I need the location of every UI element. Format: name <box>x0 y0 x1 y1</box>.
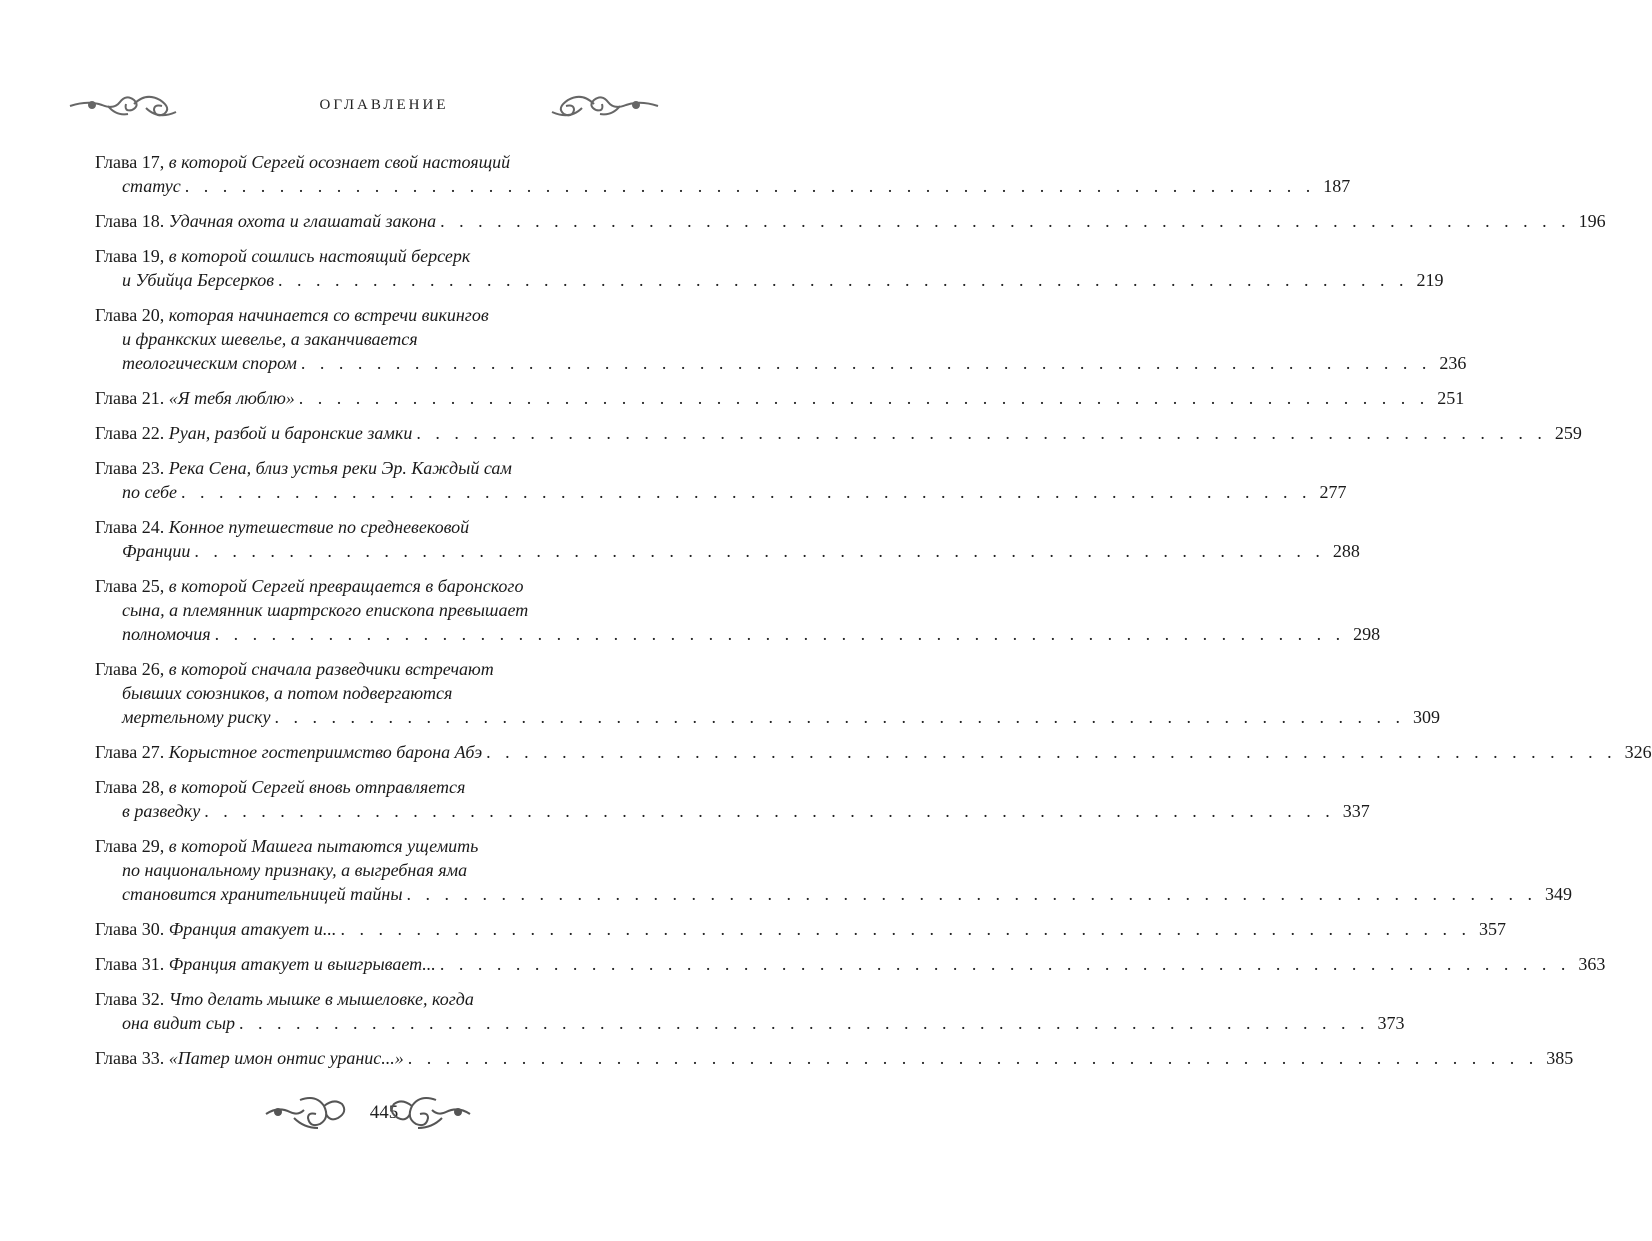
toc-entry <box>95 952 1606 976</box>
chapter-number: Глава 32. <box>95 989 169 1009</box>
toc-entry <box>95 421 1582 445</box>
dot-leader: . . . . . . . . . . . . . . . . . . . . . . . . . . . . . . . . . . . . . . . . . . . . . . . . . . . . . . . . . . . . <box>298 388 1430 408</box>
page-ref: 196 <box>1578 211 1606 231</box>
chapter-number: Глава 28, <box>95 777 169 797</box>
chapter-title: полномочия <box>122 624 211 644</box>
toc-entry <box>95 456 1347 504</box>
dot-leader: . . . . . . . . . . . . . . . . . . . . . . . . . . . . . . . . . . . . . . . . . . . . . . . . . . . . . . . . . . . . <box>239 1013 1370 1033</box>
toc-line <box>95 598 633 622</box>
toc-entry <box>95 244 1444 292</box>
page-ref: 277 <box>1319 482 1347 502</box>
toc-line <box>95 174 1351 198</box>
page-ref: 288 <box>1332 541 1360 561</box>
page-ref: 373 <box>1377 1013 1405 1033</box>
chapter-number: Глава 27. <box>95 742 169 762</box>
toc-entry <box>95 386 1465 410</box>
toc-line <box>95 799 1370 823</box>
chapter-title: Что делать мышке в мышеловке, когда <box>168 989 474 1009</box>
toc-line <box>95 834 633 858</box>
toc-entry <box>95 834 1573 906</box>
chapter-number: Глава 33. <box>95 1048 169 1068</box>
chapter-number: Глава 31. <box>95 954 169 974</box>
chapter-title: по национальному признаку, а выгребная яма <box>122 860 468 880</box>
dot-leader: . . . . . . . . . . . . . . . . . . . . . . . . . . . . . . . . . . . . . . . . . . . . . . . . . . . . . . . . . . . . <box>340 919 1471 939</box>
chapter-title: становится хранительницей тайны <box>122 884 403 904</box>
page-ref: 337 <box>1342 801 1370 821</box>
chapter-title: мертельному риску <box>122 707 271 727</box>
toc-line <box>95 858 633 882</box>
page-ref: 259 <box>1554 423 1582 443</box>
page-ref: 363 <box>1578 954 1606 974</box>
chapter-title: и Убийца Берсерков <box>122 270 275 290</box>
chapter-title: теологическим спором <box>122 353 297 373</box>
toc-line <box>95 657 633 681</box>
chapter-title: бывших союзников, а потом подвергаются <box>122 683 453 703</box>
dot-leader: . . . . . . . . . . . . . . . . . . . . . . . . . . . . . . . . . . . . . . . . . . . . . . . . . . . . . . . . . . . . <box>416 423 1547 443</box>
dot-leader: . . . . . . . . . . . . . . . . . . . . . . . . . . . . . . . . . . . . . . . . . . . . . . . . . . . . . . . . . . . . <box>407 1048 1539 1068</box>
chapter-title: Река Сена, близ устья реки Эр. Каждый сам <box>168 458 512 478</box>
toc-entry <box>95 515 1360 563</box>
toc-line <box>95 351 1467 375</box>
header-title: ОГЛАВЛЕНИЕ <box>319 97 449 113</box>
toc-entry <box>95 574 1381 646</box>
chapter-title: в которой Машега пытаются ущемить <box>168 836 479 856</box>
toc-line <box>95 740 1652 764</box>
toc-line <box>95 209 1606 233</box>
page-footer <box>0 1092 768 1136</box>
scroll-ornament-icon <box>548 88 660 122</box>
chapter-number: Глава 19, <box>95 246 169 266</box>
page-ref: 219 <box>1416 270 1444 290</box>
toc-line <box>95 622 1381 646</box>
toc-line <box>95 775 633 799</box>
chapter-number: Глава 30. <box>95 919 169 939</box>
toc-entry <box>95 740 1652 764</box>
chapter-number: Глава 29, <box>95 836 169 856</box>
toc-line <box>95 456 633 480</box>
dot-leader: . . . . . . . . . . . . . . . . . . . . . . . . . . . . . . . . . . . . . . . . . . . . . . . . . . . . . . . . . . . . <box>486 742 1617 762</box>
page-ref: 187 <box>1323 176 1351 196</box>
chapter-title: Корыстное гостеприимство барона Абэ <box>168 742 483 762</box>
chapter-title: статус <box>122 176 181 196</box>
chapter-number: Глава 23. <box>95 458 169 478</box>
chapter-title: и франкских шевелье, а заканчивается <box>122 329 418 349</box>
page-ref: 309 <box>1412 707 1440 727</box>
chapter-title: Руан, разбой и баронские замки <box>168 423 413 443</box>
dot-leader: . . . . . . . . . . . . . . . . . . . . . . . . . . . . . . . . . . . . . . . . . . . . . . . . . . . . . . . . . . . . <box>184 176 1316 196</box>
chapter-title: «Я тебя люблю» <box>168 388 295 408</box>
toc-entry <box>95 775 1370 823</box>
chapter-number: Глава 22. <box>95 423 169 443</box>
toc-line <box>95 244 633 268</box>
chapter-title: в которой сначала разведчики встречают <box>168 659 494 679</box>
toc-entry <box>95 1046 1574 1070</box>
chapter-title: по себе <box>122 482 178 502</box>
chapter-title: «Патер имон онтис уранис...» <box>168 1048 404 1068</box>
toc-entry <box>95 209 1606 233</box>
chapter-title: Франции <box>122 541 191 561</box>
toc-entry <box>95 657 1440 729</box>
chapter-title: в разведку <box>122 801 201 821</box>
chapter-number: Глава 21. <box>95 388 169 408</box>
chapter-title: Конное путешествие по средневековой <box>168 517 470 537</box>
page-ref: 326 <box>1624 742 1652 762</box>
chapter-number: Глава 18. <box>95 211 169 231</box>
toc-line <box>95 1046 1574 1070</box>
dot-leader: . . . . . . . . . . . . . . . . . . . . . . . . . . . . . . . . . . . . . . . . . . . . . . . . . . . . . . . . . . . . <box>278 270 1409 290</box>
page-number: 445 <box>369 1102 399 1123</box>
table-of-contents <box>95 150 1652 1081</box>
toc-entry <box>95 917 1506 941</box>
dot-leader: . . . . . . . . . . . . . . . . . . . . . . . . . . . . . . . . . . . . . . . . . . . . . . . . . . . . . . . . . . . . <box>274 707 1405 727</box>
page-ref: 236 <box>1439 353 1467 373</box>
dot-leader: . . . . . . . . . . . . . . . . . . . . . . . . . . . . . . . . . . . . . . . . . . . . . . . . . . . . . . . . . . . . <box>300 353 1432 373</box>
chapter-title: Франция атакует и... <box>168 919 337 939</box>
chapter-title: в которой сошлись настоящий берсерк <box>168 246 471 266</box>
chapter-number: Глава 25, <box>95 576 169 596</box>
chapter-title: Удачная охота и глашатай закона <box>168 211 437 231</box>
toc-line <box>95 150 633 174</box>
toc-line <box>95 952 1606 976</box>
toc-line <box>95 574 633 598</box>
chapter-title: которая начинается со встречи викингов <box>168 305 489 325</box>
running-header <box>0 88 768 128</box>
dot-leader: . . . . . . . . . . . . . . . . . . . . . . . . . . . . . . . . . . . . . . . . . . . . . . . . . . . . . . . . . . . . <box>439 954 1571 974</box>
page-ref: 298 <box>1353 624 1381 644</box>
page-ref: 385 <box>1546 1048 1574 1068</box>
toc-line <box>95 327 633 351</box>
toc-line <box>95 539 1360 563</box>
chapter-title: она видит сыр <box>122 1013 236 1033</box>
toc-line <box>95 705 1440 729</box>
toc-line <box>95 681 633 705</box>
chapter-number: Глава 20, <box>95 305 169 325</box>
page-ref: 251 <box>1437 388 1465 408</box>
toc-entry <box>95 987 1405 1035</box>
toc-line <box>95 421 1582 445</box>
toc-line <box>95 303 633 327</box>
toc-entry <box>95 303 1467 375</box>
dot-leader: . . . . . . . . . . . . . . . . . . . . . . . . . . . . . . . . . . . . . . . . . . . . . . . . . . . . . . . . . . . . <box>194 541 1325 561</box>
chapter-title: Франция атакует и выигрывает... <box>168 954 436 974</box>
toc-line <box>95 480 1347 504</box>
page-ref: 349 <box>1545 884 1573 904</box>
dot-leader: . . . . . . . . . . . . . . . . . . . . . . . . . . . . . . . . . . . . . . . . . . . . . . . . . . . . . . . . . . . . <box>406 884 1538 904</box>
chapter-title: в которой Сергей осознает свой настоящий <box>168 152 511 172</box>
chapter-number: Глава 17, <box>95 152 169 172</box>
chapter-title: в которой Сергей превращается в баронского <box>168 576 524 596</box>
toc-line <box>95 987 633 1011</box>
dot-leader: . . . . . . . . . . . . . . . . . . . . . . . . . . . . . . . . . . . . . . . . . . . . . . . . . . . . . . . . . . . . <box>204 801 1335 821</box>
page-ref: 357 <box>1478 919 1506 939</box>
chapter-title: сына, а племянник шартрского епископа превышает <box>122 600 529 620</box>
toc-line <box>95 917 1506 941</box>
toc-line <box>95 882 1573 906</box>
toc-line <box>95 268 1444 292</box>
chapter-number: Глава 26, <box>95 659 169 679</box>
dot-leader: . . . . . . . . . . . . . . . . . . . . . . . . . . . . . . . . . . . . . . . . . . . . . . . . . . . . . . . . . . . . <box>181 482 1312 502</box>
dot-leader: . . . . . . . . . . . . . . . . . . . . . . . . . . . . . . . . . . . . . . . . . . . . . . . . . . . . . . . . . . . . <box>214 624 1346 644</box>
toc-line <box>95 515 633 539</box>
toc-entry <box>95 150 1351 198</box>
dot-leader: . . . . . . . . . . . . . . . . . . . . . . . . . . . . . . . . . . . . . . . . . . . . . . . . . . . . . . . . . . . . <box>440 211 1571 231</box>
chapter-number: Глава 24. <box>95 517 169 537</box>
flourish-ornament-icon <box>388 1092 472 1132</box>
toc-line <box>95 1011 1405 1035</box>
chapter-title: в которой Сергей вновь отправляется <box>168 777 466 797</box>
toc-line <box>95 386 1465 410</box>
